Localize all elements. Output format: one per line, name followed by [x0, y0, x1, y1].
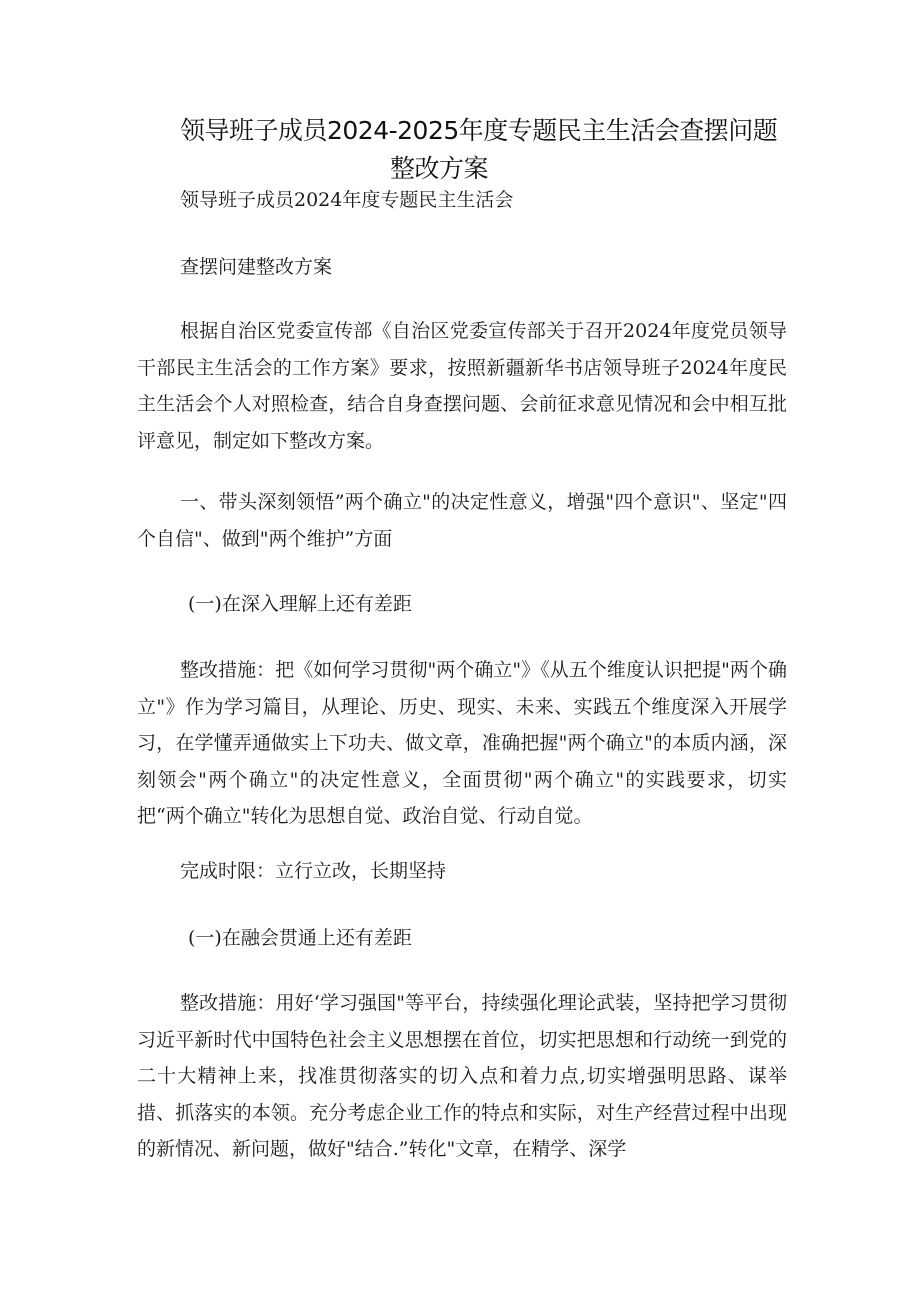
document-title: [180, 112, 800, 188]
title-line-2: 整改方案: [390, 154, 489, 183]
subtitle-line-2: 查摆问建整改方案: [180, 256, 333, 278]
subsection-1-heading: (一)在深入理解上还有差距: [188, 593, 412, 615]
subsection-1-measures: 整改措施：把《如何学习贯彻"两个确立"》《从五个维度认识把提"两个确立"》作为学习篇目，从理论、历史、现实、未来、实践五个维度深入开展学习，在学懂弄通做实上下功夫、做文章，准确把握"两个确立"的本质内涵，深刻领会"两个确立"的决定性意义，全面贯彻"两个确立"的实践要求，切实把“两个确立"转化为思想自觉、政治自觉、行动自觉。: [137, 659, 787, 827]
section-1-heading: 一、带头深刻领悟”两个确立"的决定性意义，增强"四个意识"、坚定"四个自信"、做到"两个维护”方面: [137, 491, 787, 550]
subtitle-line-1: 领导班子成员2024年度专题民主生活会: [180, 189, 514, 211]
subsection-1-deadline: 完成时限：立行立改，长期坚持: [180, 860, 447, 882]
subsection-2-heading: (一)在融会贯通上还有差距: [188, 927, 412, 949]
intro-paragraph: 根据自治区党委宣传部《自治区党委宣传部关于召开2024年度党员领导干部民主生活会的工作方案》要求，按照新疆新华书店领导班子2024年度民主生活会个人对照检查，结合自身查摆问题、会前征求意见情况和会中相互批评意见，制定如下整改方案。: [137, 320, 787, 452]
subsection-2-measures: 整改措施：用好‘学习强国"等平台，持续强化理论武装，坚持把学习贯彻习近平新时代中国特色社会主义思想摆在首位，切实把思想和行动统一到党的二十大精神上来，找准贯彻落实的切入点和着力点,切实增强明思路、谋举措、抓落实的本领。充分考虑企业工作的特点和实际，对生产经营过程中出现的新情况、新问题，做好"结合.”转化"文章，在精学、深学: [137, 992, 787, 1160]
title-line-1: 领导班子成员2024-2025年度专题民主生活会查摆问题: [180, 116, 778, 145]
